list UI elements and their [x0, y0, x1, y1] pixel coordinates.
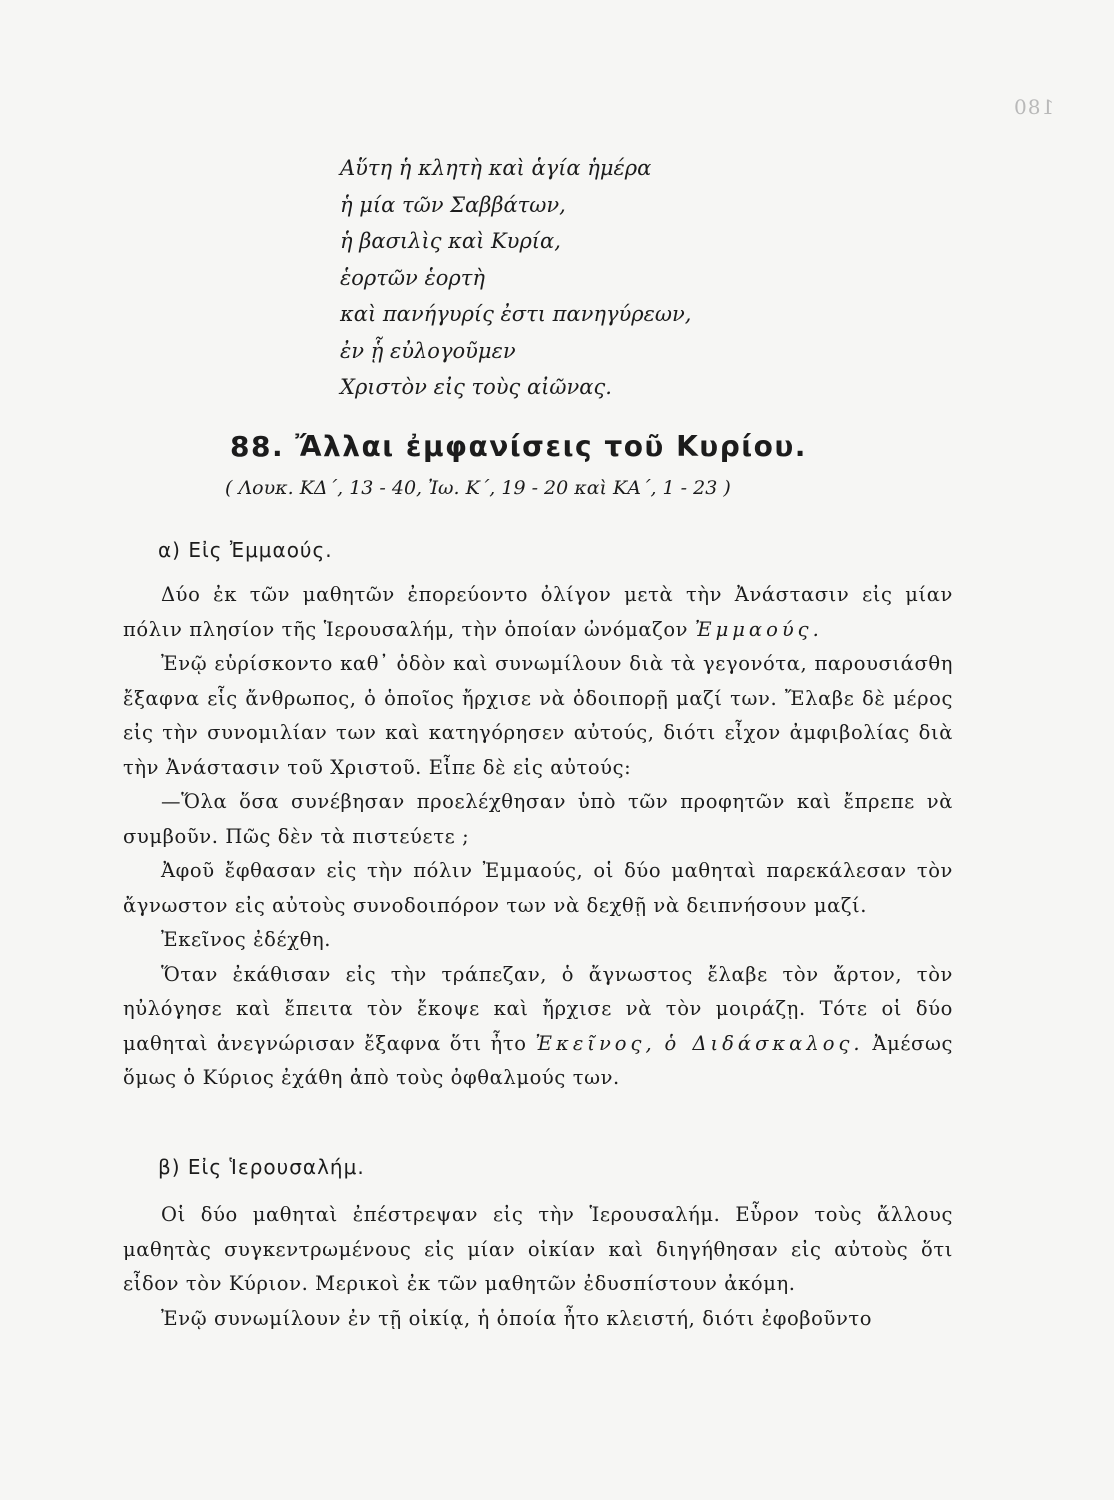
bleed-through-page-number: 180 [1012, 95, 1054, 119]
paragraph: Ἐκεῖνος ἐδέχθη. [161, 928, 332, 951]
emphasis-didaskalos: ὁ Διδάσκαλος. [664, 1031, 864, 1055]
section-heading-jerusalem: β) Εἰς Ἱερουσαλήμ. [158, 1155, 365, 1179]
verse-line: Χριστὸν εἰς τοὺς αἰῶνας. [340, 375, 612, 399]
paragraph-text: Ἀμέσως ὅμως ὁ Κύριος ἐχάθη ἀπὸ τοὺς ὀφθαλμούς των. [123, 1031, 953, 1089]
paragraph-text: Ὅταν ἐκάθισαν εἰς τὴν τράπεζαν, ὁ ἄγνωστος ἔλαβε τὸν ἄρτον, τὸν ηὐλόγησε καὶ ἔπειτα τὸν ἔκοψε καὶ ἤρχισε νὰ τὸν μοιράζῃ. Τότε οἱ δύο μαθηταὶ ἀνεγνώρισαν ἔξαφνα ὅτι ἦτο [123, 962, 953, 1055]
section-heading-emmaus: α) Εἰς Ἐμμαούς. [158, 538, 333, 562]
verse-line: ἡ μία τῶν Σαββάτων, [340, 192, 566, 217]
paragraph [123, 958, 953, 1096]
verse-line: ἑορτῶν ἑορτὴ [340, 265, 485, 290]
place-name-emmaus: Ἐμμαούς. [694, 617, 823, 641]
paragraph-dialogue: —Ὅλα ὅσα συνέβησαν προελέχθησαν ὑπὸ τῶν προφητῶν καὶ ἔπρεπε νὰ συμβοῦν. Πῶς δὲν τὰ πιστεύετε ; [123, 790, 953, 848]
paragraph: Ἀφοῦ ἔφθασαν εἰς τὴν πόλιν Ἐμμαούς, οἱ δύο μαθηταὶ παρεκάλεσαν τὸν ἄγνωστον εἰς αὐτοὺς συνοδοιπόρον των νὰ δεχθῇ νὰ δειπνήσουν μαζί. [123, 859, 953, 917]
hymn-verse [340, 150, 691, 406]
verse-line: Αὕτη ἡ κλητὴ καὶ ἁγία ἡμέρα [340, 156, 652, 180]
verse-line: ἡ βασιλὶς καὶ Κυρία, [340, 229, 561, 253]
verse-line: καὶ πανήγυρίς ἐστι πανηγύρεων, [340, 302, 692, 326]
paragraph: Οἱ δύο μαθηταὶ ἐπέστρεψαν εἰς τὴν Ἱερουσαλήμ. Εὗρον τοὺς ἄλλους μαθητὰς συγκεντρωμένους εἰς μίαν οἰκίαν καὶ διηγήθησαν εἰς αὐτοὺς ὅτι εἶδον τὸν Κύριον. Μερικοὶ ἐκ τῶν μαθητῶν ἐδυσπίστουν ἀκόμη. [123, 1203, 953, 1295]
paragraph [123, 578, 953, 647]
section-body-jerusalem [123, 1198, 953, 1336]
paragraph: Ἐνῷ εὑρίσκοντο καθ᾿ ὁδὸν καὶ συνωμίλουν διὰ τὰ γεγονότα, παρουσιάσθη ἔξαφνα εἷς ἄνθρωπος, ὁ ὁποῖος ἤρχισε νὰ ὁδοιπορῇ μαζί των. Ἔλαβε δὲ μέρος εἰς τὴν συνομιλίαν των καὶ κατηγόρησεν αὐτούς, διότι εἶχον ἀμφιβολίας διὰ τὴν Ἀνάστασιν τοῦ Χριστοῦ. Εἶπε δὲ εἰς αὐτούς: [123, 652, 953, 779]
paragraph-text: Δύο ἐκ τῶν μαθητῶν ἐπορεύοντο ὀλίγον μετὰ τὴν Ἀνάστασιν εἰς μίαν πόλιν πλησίον τῆς Ἱερουσαλήμ, τὴν ὁποίαν ὠνόμαζον [123, 583, 953, 641]
paragraph: Ἐνῷ συνωμίλουν ἐν τῇ οἰκίᾳ, ἡ ὁποία ἦτο κλειστή, διότι ἐφοβοῦντο [161, 1306, 873, 1330]
section-body-emmaus [123, 578, 953, 1096]
emphasis-ekeinos: Ἐκεῖνος, [535, 1031, 656, 1055]
verse-line: ἐν ᾗ εὐλογοῦμεν [340, 338, 516, 363]
chapter-title: 88. Ἄλλαι ἐμφανίσεις τοῦ Κυρίου. [230, 430, 807, 463]
chapter-reference: ( Λουκ. ΚΔ΄, 13 - 40, Ἰω. Κ΄, 19 - 20 καὶ ΚΑ΄, 1 - 23 ) [225, 477, 731, 499]
